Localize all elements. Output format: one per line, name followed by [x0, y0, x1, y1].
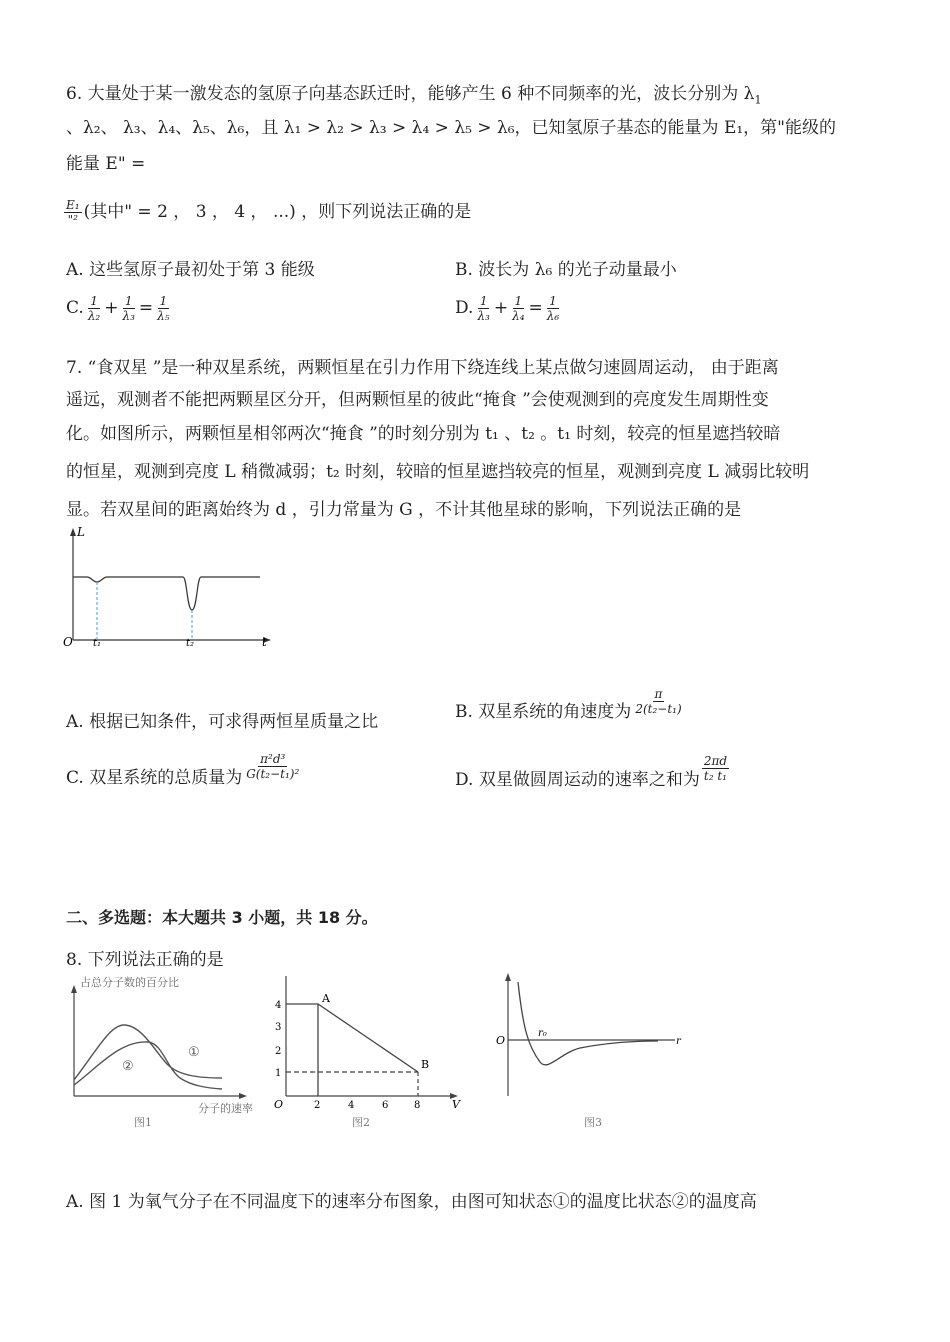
q6-c-frac2: [120, 294, 136, 323]
fig2-ytick-2: 2: [275, 1046, 282, 1057]
q7-b-den: 2(t₂−t₁): [635, 701, 682, 716]
q6-option-c-label: C.: [66, 298, 84, 318]
q6-option-a: A. 这些氢原子最初处于第 3 能级: [66, 260, 315, 280]
q6-frac-num: E₁: [66, 198, 80, 212]
fig3-r0-label: r₀: [538, 1028, 547, 1039]
q6-c-num3: 1: [159, 293, 168, 308]
q6-option-d-label: D.: [455, 298, 474, 318]
fig1-curve2-label: ②: [122, 1059, 134, 1074]
fig2-xtick-2: 2: [314, 1100, 321, 1111]
fig1-curve1-label: ①: [188, 1045, 200, 1060]
q7-option-c-text: C. 双星系统的总质量为: [66, 768, 243, 788]
fig2-point-b: B: [421, 1058, 430, 1071]
q6-line1-sub: 1: [754, 93, 762, 107]
q6-d-num2: 1: [514, 293, 523, 308]
q7-xlabel: t: [262, 635, 267, 649]
fig3-y-arrow: [505, 973, 511, 981]
q6-c-frac3: [155, 294, 171, 323]
q6-c-num1: 1: [90, 293, 98, 308]
fig2-caption: 图2: [352, 1116, 370, 1129]
q8-figure-3: [490, 968, 690, 1132]
q7-t2-label: t₂: [186, 638, 195, 649]
q6-d-frac1: [475, 294, 491, 323]
q7-option-d-text: D. 双星做圆周运动的速率之和为: [455, 770, 700, 790]
q6-energy-fraction: [64, 198, 82, 227]
q7-origin: O: [63, 635, 73, 649]
fig2-xtick-6: 6: [382, 1100, 389, 1111]
q6-c-den3: λ₅: [157, 308, 170, 323]
q7-option-b: [455, 686, 686, 728]
fig3-xlabel: r: [676, 1036, 681, 1047]
fig2-ytick-4: 4: [275, 1000, 282, 1011]
q6-d-den2: λ₄: [512, 308, 525, 323]
fig3-caption: 图3: [584, 1116, 602, 1129]
fig3-potential-curve: [518, 982, 658, 1065]
q7-c-num: π²d³: [260, 751, 286, 766]
fig2-ytick-1: 1: [275, 1068, 282, 1079]
q7-ylabel: L: [77, 525, 85, 539]
q6-d-den3: λ₆: [546, 308, 560, 323]
q7-brightness-curve: [73, 577, 260, 610]
q6-option-b: B. 波长为 λ₆ 的光子动量最小: [455, 260, 677, 280]
fig2-xtick-4: 4: [348, 1100, 355, 1111]
q6-d-den1: λ₃: [477, 308, 490, 323]
q7-option-c: [66, 751, 303, 794]
q6-c-num2: 1: [124, 293, 133, 308]
q6-line1-text: 6. 大量处于某一激发态的氢原子向基态跃迁时，能够产生 6 种不同频率的光，波长分别为 λ: [66, 84, 755, 104]
q6-d-frac3: [545, 294, 561, 323]
q6-line4-text: (其中" = 2 ， 3 ， 4 ， ...) ，则下列说法正确的是: [83, 202, 472, 222]
fig2-origin: O: [274, 1098, 284, 1111]
fig1-xlabel: 分子的速率: [198, 1102, 253, 1115]
fig1-y-arrow: [71, 985, 77, 993]
q7-t1-label: t₁: [93, 638, 102, 649]
q7-line2: 遥远，观测者不能把两颗星区分开，但两颗恒星的彼此“掩食 ”会使观测到的亮度发生周期性变: [66, 390, 769, 410]
q7-d-fraction: [702, 754, 729, 783]
q6-line4: [62, 196, 471, 228]
q7-line5: 显。若双星间的距离始终为 d ，引力常量为 G ，不计其他星球的影响，下列说法正确的是: [66, 500, 742, 520]
fig2-line-ab: [318, 1004, 418, 1072]
fig1-x-arrow: [239, 1093, 247, 1099]
q8-figure-1: [62, 968, 262, 1132]
q6-c-frac1: [86, 294, 102, 323]
fig2-point-a: A: [322, 992, 330, 1005]
q7-c-fraction: [244, 752, 301, 781]
q8-figure-2: [268, 968, 468, 1132]
section-title: 二、多选题：本大题共 3 小题，共 18 分。: [66, 908, 378, 927]
q7-y-arrow: [70, 528, 76, 536]
fig1-caption: 图1: [134, 1116, 152, 1129]
fig1-curve-1: [74, 1025, 222, 1080]
q6-c-den2: λ₃: [122, 308, 135, 323]
q8-option-a: A. 图 1 为氧气分子在不同温度下的速率分布图象，由图可知状态①的温度比状态②的温度高: [66, 1192, 757, 1212]
q7-line3: 化。如图所示，两颗恒星相邻两次“掩食 ”的时刻分别为 t₁ 、t₂ 。t₁ 时刻，较亮的恒星遮挡较暗: [66, 424, 781, 444]
q7-brightness-graph: [55, 522, 285, 652]
q7-b-num: π: [654, 686, 663, 701]
q7-b-fraction: [633, 687, 683, 716]
q7-option-b-text: B. 双星系统的角速度为: [455, 702, 632, 722]
q7-d-num: 2πd: [703, 753, 728, 768]
q7-d-den: t₂ t₁: [703, 768, 727, 783]
q8-stem: 8. 下列说法正确的是: [66, 950, 224, 970]
q6-d-num1: 1: [479, 293, 488, 308]
q6-line2: 、λ₂、 λ₃、λ₄、λ₅、λ₆，且 λ₁ > λ₂ > λ₃ > λ₄ > λ₅ > λ₆，已知氢原子基态的能量为 E₁，第"能级的: [66, 118, 836, 138]
q7-c-den: G(t₂−t₁)²: [246, 766, 300, 781]
q6-option-c: C. $\frac{1}{\text{λ₂}}$ + $\frac{1}{\text{λ₃}}$ = $\frac{1}{\text{λ₅}}$: [66, 293, 170, 323]
q6-c-den1: λ₂: [87, 308, 101, 323]
q6-option-d: D. $\frac{1}{\text{λ₃}}$ + $\frac{1}{\text{λ₄}}$ = $\frac{1}{\text{λ₆}}$: [455, 293, 560, 323]
q7-line1: 7. “食双星 ”是一种双星系统，两颗恒星在引力作用下绕连线上某点做匀速圆周运动， 由于距离: [66, 358, 779, 378]
q6-frac-den: "²: [67, 213, 78, 227]
q7-option-a: A. 根据已知条件，可求得两恒星质量之比: [66, 712, 379, 732]
fig2-xlabel: V: [452, 1098, 460, 1111]
q6-line3: 能量 E" =: [66, 154, 146, 174]
fig3-origin: O: [496, 1034, 506, 1047]
q6-d-num3: 1: [549, 293, 557, 308]
fig1-ylabel: 占总分子数的百分比: [80, 976, 179, 989]
fig2-ytick-3: 3: [275, 1022, 282, 1033]
q6-d-frac2: [510, 294, 526, 323]
q6-line1: [66, 78, 761, 116]
fig2-xtick-8: 8: [414, 1100, 421, 1111]
fig2-box: [286, 1004, 318, 1096]
q7-line4: 的恒星，观测到亮度 L 稍微减弱；t₂ 时刻，较暗的恒星遮挡较亮的恒星，观测到亮度 L 减弱比较明: [66, 462, 810, 482]
